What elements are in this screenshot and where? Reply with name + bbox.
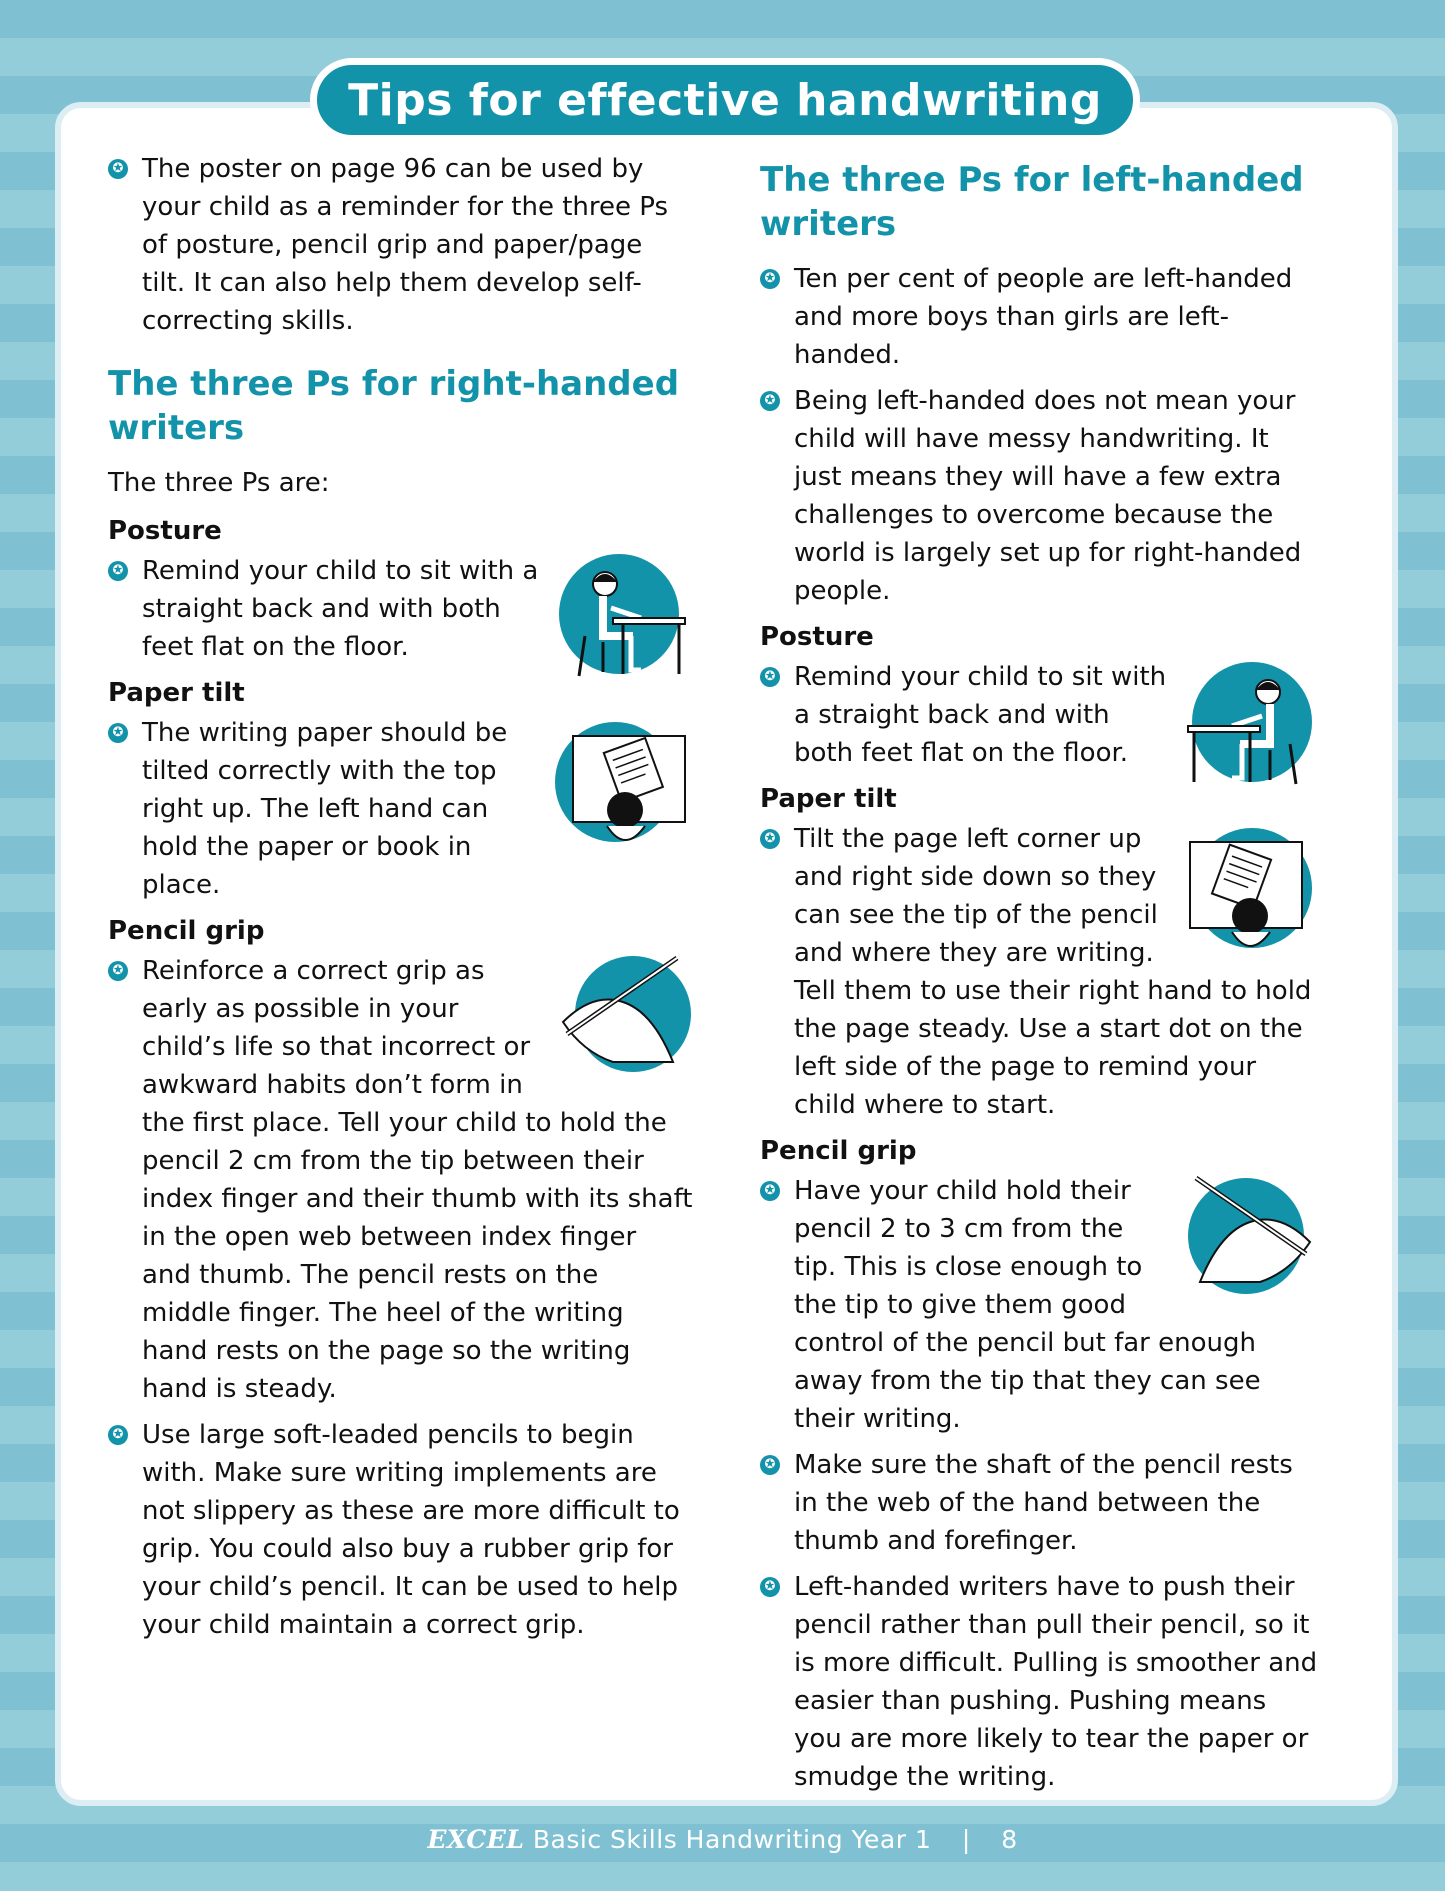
list-item [108, 150, 693, 340]
list-item [108, 714, 693, 904]
star-icon: ✪ [108, 561, 128, 581]
posture-heading: Posture [108, 516, 222, 546]
intro-text: The poster on page 96 can be used by your child as a reminder for the three Ps of posture, pencil grip and paper/page tilt. It can also help them develop self-correcting skills. [142, 154, 669, 336]
star-icon: ✪ [760, 1181, 780, 1201]
list-item [108, 952, 693, 1408]
star-icon: ✪ [108, 723, 128, 743]
paper-tilt-heading: Paper tilt [760, 784, 897, 814]
left-handed-fact-2: Being left-handed does not mean your child will have messy handwriting. It just means they will have a few extra challenges to overcome because the world is largely set up for right-handed people. [794, 386, 1302, 606]
star-icon: ✪ [108, 159, 128, 179]
list-item [760, 1568, 1320, 1796]
footer-separator: | [961, 1825, 971, 1854]
right-handed-heading: The three Ps for right-handed writers [108, 364, 680, 448]
page-title: Tips for effective handwriting [310, 58, 1140, 142]
paper-tilt-heading: Paper tilt [108, 678, 245, 708]
pencil-grip-text-2: Make sure the shaft of the pencil rests in the web of the hand between the thumb and forefinger. [794, 1450, 1293, 1556]
pencil-grip-text-2: Use large soft-leaded pencils to begin with. Make sure writing implements are not slippery as these are more difficult to grip. You could also buy a rubber grip for your child’s pencil. It can be used to help your child maintain a correct grip. [142, 1420, 680, 1640]
list-item [760, 260, 1320, 374]
page-footer [0, 1825, 1445, 1854]
star-icon: ✪ [760, 269, 780, 289]
paper-tilt-text: Tilt the page left corner up and right side down so they can see the tip of the pencil and where they are writing. Tell them to use their right hand to hold the page steady. Use a start dot on the left side of the page to remind your child where to start. [794, 824, 1312, 1120]
pencil-grip-text-1: Have your child hold their pencil 2 to 3 cm from the tip. This is close enough to the tip to give them good control of the pencil but far enough away from the tip that they can see their writing. [794, 1176, 1261, 1434]
pencil-grip-text-1: Reinforce a correct grip as early as possible in your child’s life so that incorrect or awkward habits don’t form in the first place. Tell your child to hold the pencil 2 cm from the tip between their index finger and their thumb with its shaft in the open web between index finger and thumb. The pencil rests on the middle finger. The heel of the writing hand rests on the page so the writing hand is steady. [142, 956, 693, 1404]
star-icon: ✪ [760, 1577, 780, 1597]
right-column [760, 158, 1320, 1804]
left-column [108, 150, 693, 1652]
left-handed-fact-1: Ten per cent of people are left-handed and more boys than girls are left-handed. [794, 264, 1293, 370]
posture-heading: Posture [760, 622, 874, 652]
star-icon: ✪ [760, 667, 780, 687]
footer-brand: EXCEL [427, 1825, 525, 1854]
lead-text: The three Ps are: [108, 468, 330, 498]
pencil-grip-text-3: Left-handed writers have to push their pencil rather than pull their pencil, so it is more difficult. Pulling is smoother and easier than pushing. Pushing means you are more likely to tear the paper or smudge the writing. [794, 1572, 1318, 1792]
footer-title: Basic Skills Handwriting Year 1 [532, 1825, 932, 1854]
star-icon: ✪ [760, 829, 780, 849]
list-item [760, 382, 1320, 610]
paper-tilt-text: The writing paper should be tilted correctly with the top right up. The left hand can hold the paper or book in place. [142, 718, 508, 900]
star-icon: ✪ [760, 391, 780, 411]
posture-text: Remind your child to sit with a straight back and with both feet flat on the floor. [794, 662, 1167, 768]
list-item [760, 658, 1320, 772]
star-icon: ✪ [108, 1425, 128, 1445]
page-number: 8 [1001, 1825, 1018, 1854]
pencil-grip-heading: Pencil grip [108, 916, 265, 946]
star-icon: ✪ [760, 1455, 780, 1475]
list-item [760, 820, 1320, 1124]
list-item [760, 1172, 1320, 1438]
list-item [108, 552, 693, 666]
pencil-grip-heading: Pencil grip [760, 1136, 917, 1166]
list-item [760, 1446, 1320, 1560]
star-icon: ✪ [108, 961, 128, 981]
list-item [108, 1416, 693, 1644]
left-handed-heading: The three Ps for left-handed writers [760, 160, 1304, 244]
posture-text: Remind your child to sit with a straight back and with both feet flat on the floor. [142, 556, 539, 662]
